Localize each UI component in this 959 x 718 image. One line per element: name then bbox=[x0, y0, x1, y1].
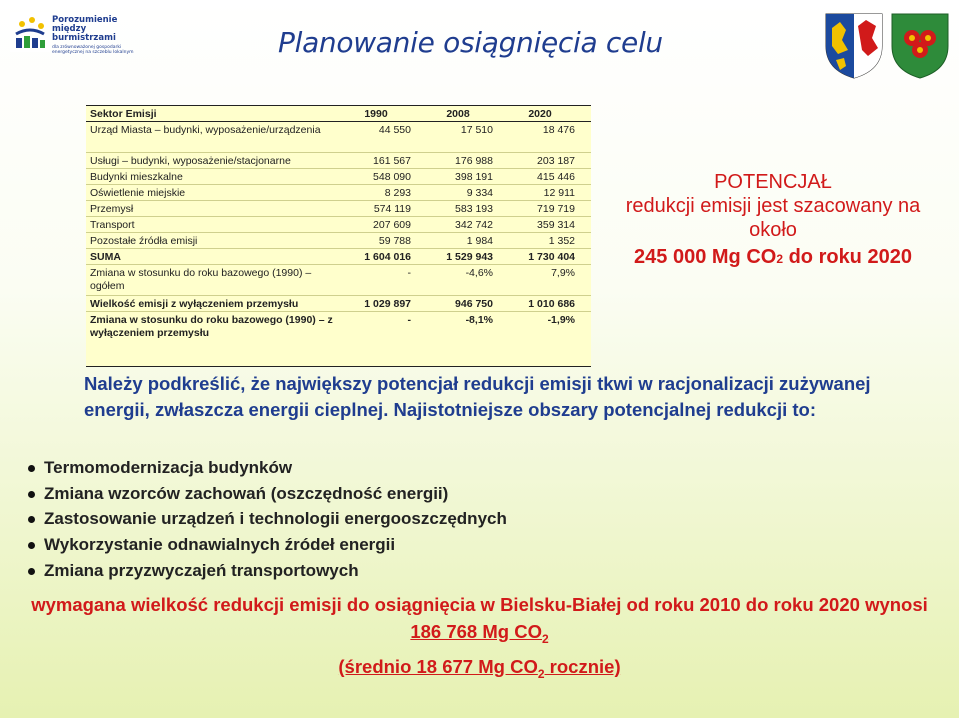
table-row bbox=[86, 153, 591, 169]
value-2008: 1 984 bbox=[466, 235, 493, 247]
table-header-cell: 1990 bbox=[364, 108, 388, 120]
potential-value-main: 245 000 Mg CO bbox=[634, 246, 777, 268]
value-2008: 176 988 bbox=[455, 155, 493, 167]
table-row bbox=[86, 312, 591, 343]
value-2008: 1 529 943 bbox=[446, 251, 493, 263]
logo-stars-icon bbox=[10, 12, 50, 52]
value-2008: 946 750 bbox=[455, 298, 493, 310]
value-2020: 359 314 bbox=[537, 219, 575, 231]
value-2020: 1 730 404 bbox=[528, 251, 575, 263]
silesia-eagle-crest-icon bbox=[822, 10, 886, 80]
value-2020: 7,9% bbox=[551, 267, 575, 279]
row-label: Transport bbox=[90, 219, 135, 231]
list-item: Zmiana wzorców zachowań (oszczędność energii) bbox=[26, 481, 726, 507]
value-2008: 583 193 bbox=[455, 203, 493, 215]
value-2020: -1,9% bbox=[547, 314, 575, 326]
row-label: Budynki mieszkalne bbox=[90, 171, 183, 183]
logo-subtitle: dla zrównoważonej gospodarki energetycznej na szczeblu lokalnym bbox=[52, 45, 134, 55]
value-2020: 203 187 bbox=[537, 155, 575, 167]
value-1990: 8 293 bbox=[384, 187, 411, 199]
table-header-cell: 2008 bbox=[446, 108, 470, 120]
required-reduction bbox=[0, 592, 959, 688]
conclusion-annual-end: rocznie) bbox=[544, 656, 621, 677]
potential-value bbox=[598, 242, 948, 274]
value-1990: 44 550 bbox=[378, 124, 411, 136]
value-2020: 719 719 bbox=[537, 203, 575, 215]
value-2020: 18 476 bbox=[542, 124, 575, 136]
table-row bbox=[86, 169, 591, 185]
list-item: Zastosowanie urządzeń i technologii energooszczędnych bbox=[26, 506, 726, 532]
value-1990: 207 609 bbox=[373, 219, 411, 231]
table-row bbox=[86, 201, 591, 217]
table-row bbox=[86, 122, 591, 153]
value-2008: 398 191 bbox=[455, 171, 493, 183]
table-row bbox=[86, 265, 591, 296]
logo-text bbox=[52, 16, 140, 55]
table-header-cell: Sektor Emisji bbox=[90, 108, 157, 120]
potential-value-subscript: 2 bbox=[776, 252, 784, 266]
table-row-sum bbox=[86, 249, 591, 265]
value-2008: -4,6% bbox=[465, 267, 493, 279]
row-label: Zmiana w stosunku do roku bazowego (1990) – z wyłączeniem przemysłu bbox=[90, 314, 333, 339]
row-label: Wielkość emisji z wyłączeniem przemysłu bbox=[90, 298, 299, 310]
value-1990: 161 567 bbox=[373, 155, 411, 167]
intro-paragraph bbox=[84, 371, 944, 423]
table-row bbox=[86, 185, 591, 201]
table-row bbox=[86, 296, 591, 312]
conclusion-total-main: 186 768 Mg CO bbox=[410, 621, 542, 642]
potential-heading: POTENCJAŁ bbox=[714, 171, 832, 193]
intro-line-2: energii, zwłaszcza energii cieplnej. Najistotniejsze obszary potencjalnej redukcji to: bbox=[84, 399, 816, 420]
conclusion-total-subscript: 2 bbox=[541, 632, 549, 646]
conclusion-total bbox=[410, 618, 548, 653]
value-1990: 59 788 bbox=[378, 235, 411, 247]
lesser-poland-crest-icon bbox=[888, 10, 952, 80]
reduction-potential bbox=[598, 170, 948, 274]
list-item: Termomodernizacja budynków bbox=[26, 455, 726, 481]
value-1990: 548 090 bbox=[373, 171, 411, 183]
table-header-cell: 2020 bbox=[528, 108, 552, 120]
value-2020: 12 911 bbox=[543, 187, 575, 199]
list-item: Zmiana przyzwyczajeń transportowych bbox=[26, 558, 726, 584]
covenant-of-mayors-logo bbox=[8, 8, 138, 78]
conclusion-line-1: wymagana wielkość redukcji emisji do osiągnięcia w Bielsku-Białej od roku 2010 do roku 2020 wynosi bbox=[31, 594, 928, 615]
value-2020: 1 010 686 bbox=[528, 298, 575, 310]
value-2008: 17 510 bbox=[460, 124, 493, 136]
value-2020: 415 446 bbox=[537, 171, 575, 183]
table-row bbox=[86, 233, 591, 249]
logo-name: Porozumienie między burmistrzami bbox=[52, 15, 118, 43]
row-label: SUMA bbox=[90, 251, 121, 263]
value-2020: 1 352 bbox=[548, 235, 575, 247]
emissions-table bbox=[86, 105, 591, 367]
value-1990: 1 604 016 bbox=[364, 251, 411, 263]
value-1990: - bbox=[407, 267, 411, 279]
value-2008: 9 334 bbox=[466, 187, 493, 199]
value-1990: - bbox=[407, 314, 411, 326]
row-label: Zmiana w stosunku do roku bazowego (1990) – ogółem bbox=[90, 267, 312, 292]
value-2008: -8,1% bbox=[465, 314, 493, 326]
value-1990: 1 029 897 bbox=[364, 298, 411, 310]
conclusion-annual-subscript: 2 bbox=[537, 667, 545, 681]
reduction-areas-list bbox=[26, 455, 726, 584]
page-title: Planowanie osiągnięcia celu bbox=[278, 26, 663, 59]
table-header-row bbox=[86, 106, 591, 122]
conclusion-annual bbox=[338, 653, 620, 688]
potential-line-2: redukcji emisji jest szacowany na bbox=[625, 195, 921, 217]
table-row bbox=[86, 217, 591, 233]
conclusion-annual-start: (średnio 18 677 Mg CO bbox=[338, 656, 538, 677]
list-item: Wykorzystanie odnawialnych źródeł energii bbox=[26, 532, 726, 558]
row-label: Usługi – budynki, wyposażenie/stacjonarne bbox=[90, 155, 291, 167]
row-label: Przemysł bbox=[90, 203, 134, 215]
potential-line-3: około bbox=[749, 219, 797, 241]
value-1990: 574 119 bbox=[373, 203, 411, 215]
row-label: Pozostałe źródła emisji bbox=[90, 235, 198, 247]
potential-value-end: do roku 2020 bbox=[783, 246, 912, 268]
value-2008: 342 742 bbox=[455, 219, 493, 231]
row-label: Oświetlenie miejskie bbox=[90, 187, 186, 199]
intro-line-1: Należy podkreślić, że największy potencjał redukcji emisji tkwi w racjonalizacji zużywanej bbox=[84, 373, 871, 394]
row-label: Urząd Miasta – budynki, wyposażenie/urządzenia bbox=[90, 124, 321, 136]
